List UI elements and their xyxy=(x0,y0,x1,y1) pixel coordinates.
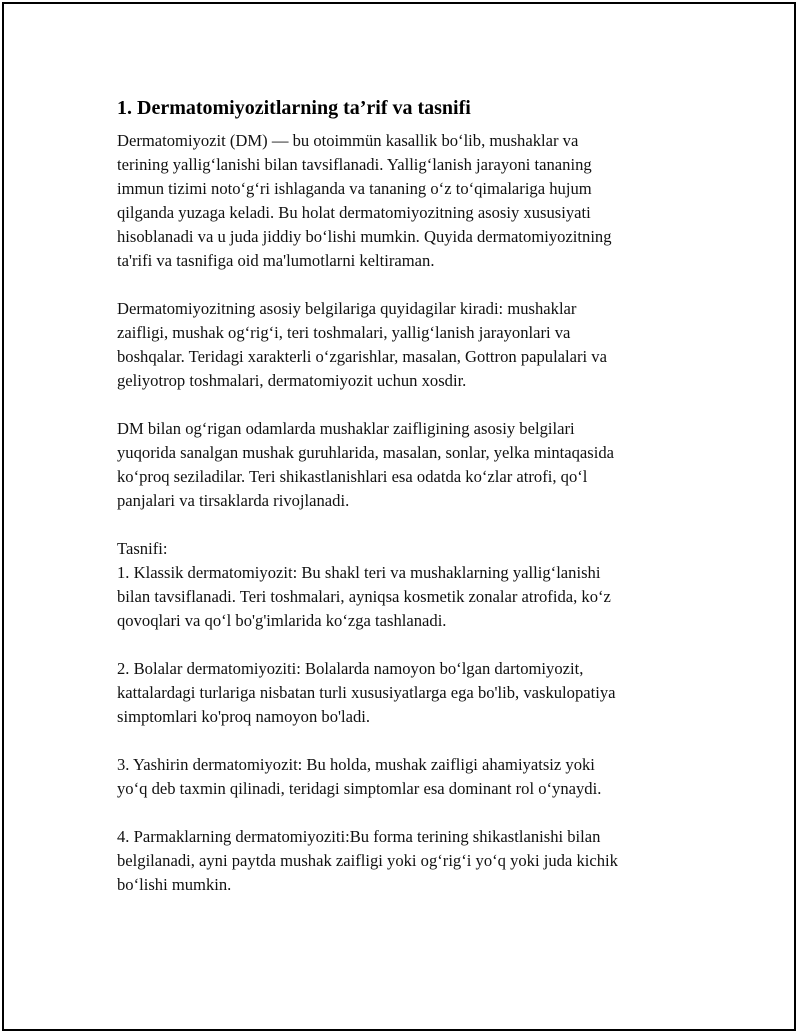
paragraph xyxy=(117,129,687,273)
text-line: qovoqlari va qo‘l bo'g'imlarida ko‘zga tashlanadi. xyxy=(117,611,447,630)
paragraph-gap xyxy=(117,273,687,297)
text-line: yuqorida sanalgan mushak guruhlarida, masalan, sonlar, yelka mintaqasida xyxy=(117,443,615,462)
text-line: Dermatomiyozitning asosiy belgilariga quyidagilar kiradi: mushaklar xyxy=(117,299,577,318)
paragraph xyxy=(117,537,687,633)
text-line: DM bilan og‘rigan odamlarda mushaklar zaifligining asosiy belgilari xyxy=(117,419,575,438)
text-line: panjalari va tirsaklarda rivojlanadi. xyxy=(117,491,350,510)
text-line: hisoblanadi va u juda jiddiy bo‘lishi mumkin. Quyida dermatomiyozitning xyxy=(117,227,612,246)
paragraph xyxy=(117,753,687,801)
text-line: Tasnifi: xyxy=(117,539,168,558)
paragraph-gap xyxy=(117,513,687,537)
text-line: bo‘lishi mumkin. xyxy=(117,875,232,894)
text-line: ta'rifi va tasnifiga oid ma'lumotlarni keltiraman. xyxy=(117,251,435,270)
document-body xyxy=(117,96,687,897)
section-heading: 1. Dermatomiyozitlarning ta’rif va tasnifi xyxy=(117,97,471,119)
text-line: kattalardagi turlariga nisbatan turli xususiyatlarga ega bo'lib, vaskulopatiya xyxy=(117,683,616,702)
text-line: 1. Klassik dermatomiyozit: Bu shakl teri va mushaklarning yallig‘lanishi xyxy=(117,563,601,582)
paragraph xyxy=(117,825,687,897)
text-line: 4. Parmaklarning dermatomiyoziti:Bu forma terining shikastlanishi bilan xyxy=(117,827,601,846)
paragraph-gap xyxy=(117,393,687,417)
text-line: 3. Yashirin dermatomiyozit: Bu holda, mushak zaifligi ahamiyatsiz yoki xyxy=(117,755,595,774)
text-line: boshqalar. Teridagi xarakterli o‘zgarishlar, masalan, Gottron papulalari va xyxy=(117,347,607,366)
text-line: terining yallig‘lanishi bilan tavsiflanadi. Yallig‘lanish jarayoni tananing xyxy=(117,155,592,174)
text-line: zaifligi, mushak og‘rig‘i, teri toshmalari, yallig‘lanish jarayonlari va xyxy=(117,323,571,342)
text-line: belgilanadi, ayni paytda mushak zaifligi yoki og‘rig‘i yo‘q yoki juda kichik xyxy=(117,851,618,870)
text-line: immun tizimi noto‘g‘ri ishlaganda va tananing o‘z to‘qimalariga hujum xyxy=(117,179,592,198)
paragraph xyxy=(117,297,687,393)
paragraph xyxy=(117,417,687,513)
text-line: Dermatomiyozit (DM) — bu otoimmün kasallik bo‘lib, mushaklar va xyxy=(117,131,579,150)
text-line: ko‘proq seziladilar. Teri shikastlanishlari esa odatda ko‘zlar atrofi, qo‘l xyxy=(117,467,588,486)
text-line: qilganda yuzaga keladi. Bu holat dermatomiyozitning asosiy xususiyati xyxy=(117,203,591,222)
paragraph-gap xyxy=(117,633,687,657)
text-line: 2. Bolalar dermatomiyoziti: Bolalarda namoyon bo‘lgan dartomiyozit, xyxy=(117,659,584,678)
paragraph-gap xyxy=(117,729,687,753)
paragraph xyxy=(117,657,687,729)
text-line: yo‘q deb taxmin qilinadi, teridagi simptomlar esa dominant rol o‘ynaydi. xyxy=(117,779,602,798)
text-line: geliyotrop toshmalari, dermatomiyozit uchun xosdir. xyxy=(117,371,467,390)
text-line: bilan tavsiflanadi. Teri toshmalari, ayniqsa kosmetik zonalar atrofida, ko‘z xyxy=(117,587,611,606)
paragraphs xyxy=(117,129,687,897)
paragraph-gap xyxy=(117,801,687,825)
text-line: simptomlari ko'proq namoyon bo'ladi. xyxy=(117,707,371,726)
